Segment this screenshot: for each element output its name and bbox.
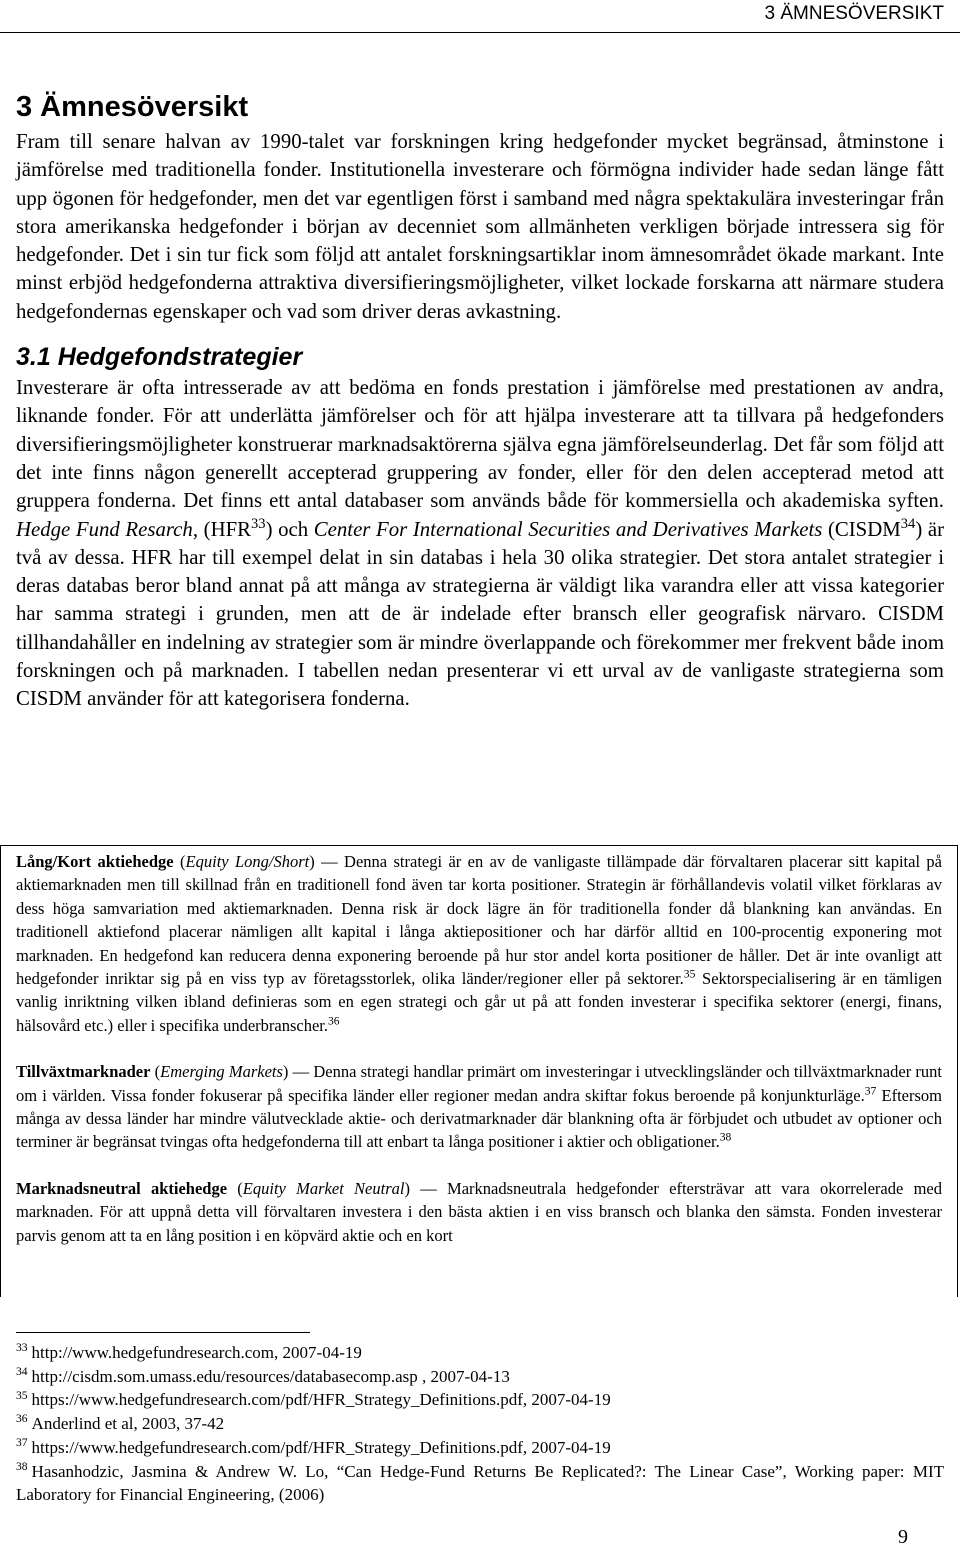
strategy-english-name: Equity Market Neutral [242, 1178, 405, 1198]
footnote [16, 1460, 944, 1507]
strategy-english-name: Equity Long/Short [185, 852, 310, 871]
footnote [16, 1341, 944, 1365]
footnote-number: 33 [16, 1341, 28, 1355]
footnote-separator [16, 1332, 310, 1333]
page-number: 9 [898, 1526, 908, 1548]
strategy-text: Marknadsneutrala hedgefonder eftersträvar att vara okorrelerade med marknaden. För att uppnå detta vill förvaltaren investera i den bästa aktien i en viss bransch och blanka den sämsta. Fonden investerar parvis genom att ta en lång position i en köpvärd aktie och en kort [16, 1178, 942, 1245]
strategy-paren-open: ( [150, 1062, 161, 1082]
hfr-name: Hedge Fund Resarch [16, 517, 193, 541]
strategy-paren-close: ) — [309, 852, 345, 871]
strategy-text-2: Eftersom många av dessa länder har mindre välutvecklade aktie- och derivatmarknader där blankning ofta är förbjudet och utbudet av optioner och terminer är begränsat tvingas ofta hedgefonderna till att enbart ta långa positioner i aktier och obligationer. [16, 1085, 942, 1152]
footnote-ref-37: 37 [864, 1085, 877, 1098]
footnote-ref-36: 36 [328, 1015, 340, 1028]
strategy-text: Denna strategi handlar primärt om investeringar i utvecklingsländer och tillväxtmarknader runt om i världen. Vissa fonder fokuserar på specifika länder eller regioner medan andra skiftar fokus beroende på konjunkturläge. [16, 1062, 942, 1105]
footnote-number: 37 [16, 1436, 28, 1450]
footnote-number: 38 [16, 1459, 28, 1473]
footnote-ref-35: 35 [683, 968, 696, 981]
subsection-text-2: , (HFR [192, 517, 252, 541]
subsection-title: 3.1 Hedgefondstrategier [16, 343, 303, 372]
section-title: 3 Ämnesöversikt [16, 91, 249, 123]
subsection-paragraph [16, 374, 944, 714]
footnote [16, 1412, 944, 1436]
strategy-item [16, 1177, 942, 1247]
running-title: 3 ÄMNESÖVERSIKT [764, 3, 944, 24]
subsection-text-1: Investerare är ofta intresserade av att bedöma en fonds prestation i jämförelse med prestationen av andra, liknande fonder. För att underlätta jämförelser och för att hjälpa investerare att ta tillvara på hedgefonders diversifieringsmöjligheter konstruerar marknadsaktörerna själva egna jämförelseunderlag. Det får som följd att det inte finns någon generellt accepterad gruppering av fonder, eller för den delen accepterad metod att gruppera fonderna. Det finns ett antal databaser som används både för kommersiella och akademiska syften. [16, 376, 944, 513]
subsection-text-5: ) är två av dessa. HFR har till exempel delat in sin databas i hela 30 olika strategier. Det stora antalet strategier i deras databas beror bland annat på att många av strategierna är väldigt lika varandra eller att vissa kategorier har samma strategi i grunden, men att de är indelade efter bransch eller geografisk närvaro. CISDM tillhandahåller en indelning av strategier som är mindre överlappande och förekommer mer frekvent både inom forskningen och på marknaden. I tabellen nedan presenterar vi ett urval av de vanligaste strategierna som CISDM använder för att kategorisera fonderna. [16, 517, 945, 711]
footnote-ref-38: 38 [719, 1131, 732, 1144]
footnote-link[interactable]: https://www.hedgefundresearch.com/pdf/HFR_Strategy_Definitions.pdf, 2007-04-19 [31, 1437, 611, 1457]
footnote-link[interactable]: https://www.hedgefundresearch.com/pdf/HFR_Strategy_Definitions.pdf, 2007-04-19 [31, 1390, 611, 1410]
subsection-text-3: ) och [265, 517, 314, 541]
strategy-name: Tillväxtmarknader [16, 1062, 151, 1082]
strategy-paren-close: ) — [282, 1062, 314, 1082]
section-paragraph: Fram till senare halvan av 1990-talet var forskningen kring hedgefonder mycket begränsad, åtminstone i jämförelse med traditionella fonder. Institutionella investerare och förmögna individer hade sedan länge fått upp ögonen för hedgefonder, men det var egentligen först i samband med några spektakulära investeringar från stora amerikanska hedgefonder i början av decenniet som allmänheten verkligen började intressera sig för hedgefonder. Det i sin tur fick som följd att antalet forskningsartiklar inom ämnesområdet ökade markant. Inte minst erbjöd hedgefonderna attraktiva diversifieringsmöjligheter, vilket lockade forskarna att närmare studera hedgefondernas egenskaper och vad som driver deras avkastning. [16, 130, 944, 323]
footnotes [16, 1341, 944, 1507]
strategy-english-name: Emerging Markets [160, 1062, 283, 1082]
footnote-link[interactable]: http://cisdm.som.umass.edu/resources/databasecomp.asp , 2007-04-13 [31, 1366, 510, 1386]
strategy-text: Denna strategi är en av de vanligaste tillämpade där förvaltaren placerar sitt kapital på aktiemarknaden men till skillnad från en traditionell fond även tar korta positioner. Strategin är förhållandevis volatil vilket förklaras av dess höga samvariation med aktiemarknaden. Denna risk är dock lägre än för traditionella fonder då blankning kan användas. En traditionell aktiefond placerar nämligen allt kapital i långa aktiepositioner och har därför alltid en 100-procentig exponering mot marknaden. En hedgefond kan reducera denna exponering beroende på hur stor andel korta positioner de håller. Det är inte ovanligt att hedgefonder inriktar sig på en viss typ av företagsstorlek, olika länder/regioner eller på sektorer. [16, 852, 942, 989]
main-content [16, 90, 944, 714]
footnote [16, 1365, 944, 1389]
strategy-paren-open: ( [227, 1178, 243, 1198]
cisdm-name: Center For International Securities and Derivatives Markets [313, 517, 823, 541]
footnote-number: 36 [16, 1412, 28, 1426]
strategy-item [16, 1060, 942, 1154]
strategy-item [16, 850, 942, 1037]
strategy-name: Lång/Kort aktiehedge [16, 852, 174, 871]
strategy-text-2: Sektorspecialisering är en tämligen vanlig inriktning vilken ibland definieras som en egen strategi och går ut på att fonden investerar i specifika sektorer (energi, finans, hälsovård etc.) eller i specifika underbranscher. [16, 969, 942, 1035]
footnote-ref-34: 34 [900, 515, 916, 532]
strategy-box [0, 845, 958, 1297]
strategy-paren-close: ) — [404, 1178, 448, 1198]
footnote [16, 1388, 944, 1412]
footnote [16, 1436, 944, 1460]
strategy-name: Marknadsneutral aktiehedge [16, 1178, 228, 1198]
footnote-text: Hasanhodzic, Jasmina & Andrew W. Lo, “Can Hedge-Fund Returns Be Replicated?: The Linear Case”, Working paper: MIT Laboratory for Financial Engineering, (2006) [16, 1461, 944, 1505]
footnote-link[interactable]: http://www.hedgefundresearch.com, 2007-04-19 [31, 1343, 362, 1362]
footnote-number: 34 [16, 1365, 28, 1379]
strategy-paren-open: ( [173, 852, 186, 871]
footnote-text: Anderlind et al, 2003, 37-42 [31, 1414, 225, 1434]
footnote-ref-33: 33 [251, 515, 266, 532]
running-header [0, 0, 960, 33]
footnote-number: 35 [16, 1388, 28, 1402]
subsection-text-4: (CISDM [822, 517, 901, 541]
